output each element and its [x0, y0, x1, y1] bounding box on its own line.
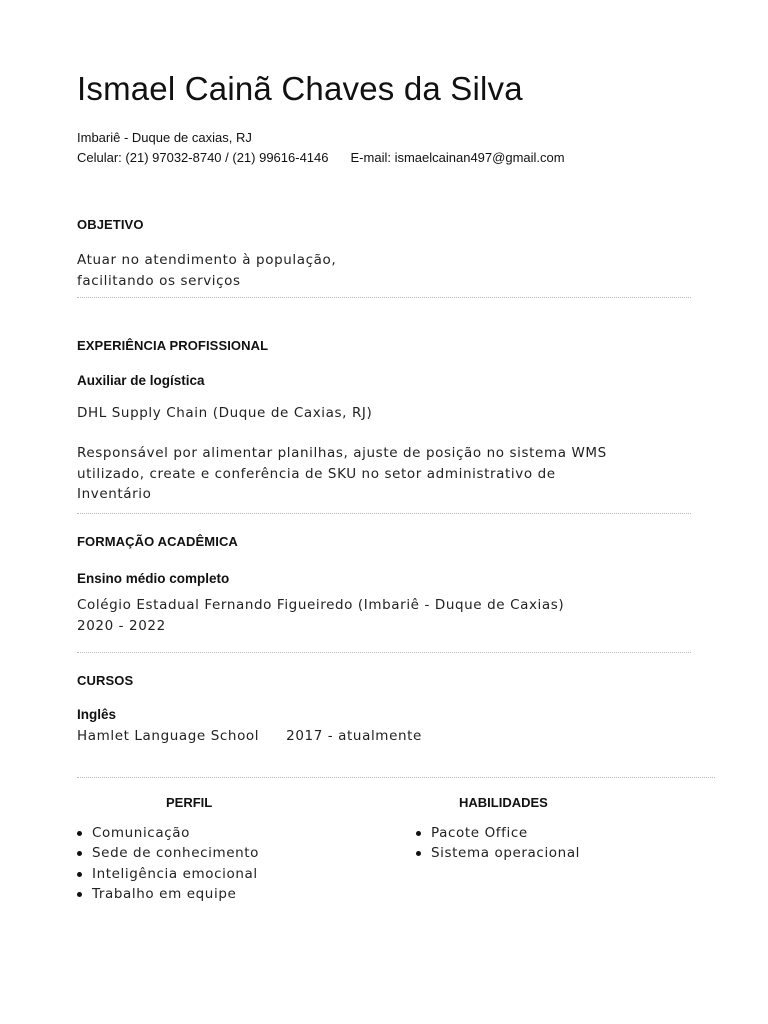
list-item: Sistema operacional: [416, 843, 580, 863]
skills-list: [416, 823, 580, 864]
person-name: Ismael Cainã Chaves da Silva: [77, 70, 523, 107]
profile-heading: PERFIL: [166, 795, 213, 810]
list-item: Sede de conhecimento: [77, 843, 259, 863]
course-title: Inglês: [77, 707, 117, 722]
experience-description-line: Inventário: [77, 486, 152, 502]
experience-heading: EXPERIÊNCIA PROFISSIONAL: [77, 338, 269, 353]
course-details: [77, 726, 422, 747]
experience-role: Auxiliar de logística: [77, 373, 205, 388]
course-period: 2017 - atualmente: [286, 728, 422, 744]
list-item: Pacote Office: [416, 823, 580, 843]
section-divider: [77, 777, 715, 778]
list-item: Inteligência emocional: [77, 864, 259, 884]
experience-description: [77, 443, 607, 505]
profile-list: [77, 823, 259, 904]
education-period: 2020 - 2022: [77, 617, 166, 634]
objective-line: Atuar no atendimento à população,: [77, 252, 337, 268]
section-divider: [77, 297, 691, 298]
objective-heading: OBJETIVO: [77, 217, 144, 232]
contact-email: E-mail: ismaelcainan497@gmail.com: [350, 150, 565, 165]
experience-company: DHL Supply Chain (Duque de Caxias, RJ): [77, 405, 373, 421]
education-details: [77, 595, 564, 636]
skills-heading: HABILIDADES: [459, 795, 548, 810]
contact-line: [77, 150, 565, 165]
experience-description-line: Responsável por alimentar planilhas, ajuste de posição no sistema WMS: [77, 445, 607, 461]
contact-phone: Celular: (21) 97032-8740 / (21) 99616-4146: [77, 150, 329, 165]
list-item: Comunicação: [77, 823, 259, 843]
section-divider: [77, 652, 691, 653]
education-degree: Ensino médio completo: [77, 571, 230, 586]
list-item: Trabalho em equipe: [77, 884, 259, 904]
objective-line: facilitando os serviços: [77, 272, 241, 289]
education-school: Colégio Estadual Fernando Figueiredo (Imbariê - Duque de Caxias): [77, 597, 565, 613]
course-school: Hamlet Language School: [77, 728, 260, 744]
section-divider: [77, 513, 691, 514]
objective-text: [77, 250, 336, 291]
courses-heading: CURSOS: [77, 673, 134, 688]
education-heading: FORMAÇÃO ACADÊMICA: [77, 534, 238, 549]
contact-address: Imbariê - Duque de caxias, RJ: [77, 130, 252, 145]
experience-description-line: utilizado, create e conferência de SKU no setor administrativo de: [77, 465, 556, 482]
